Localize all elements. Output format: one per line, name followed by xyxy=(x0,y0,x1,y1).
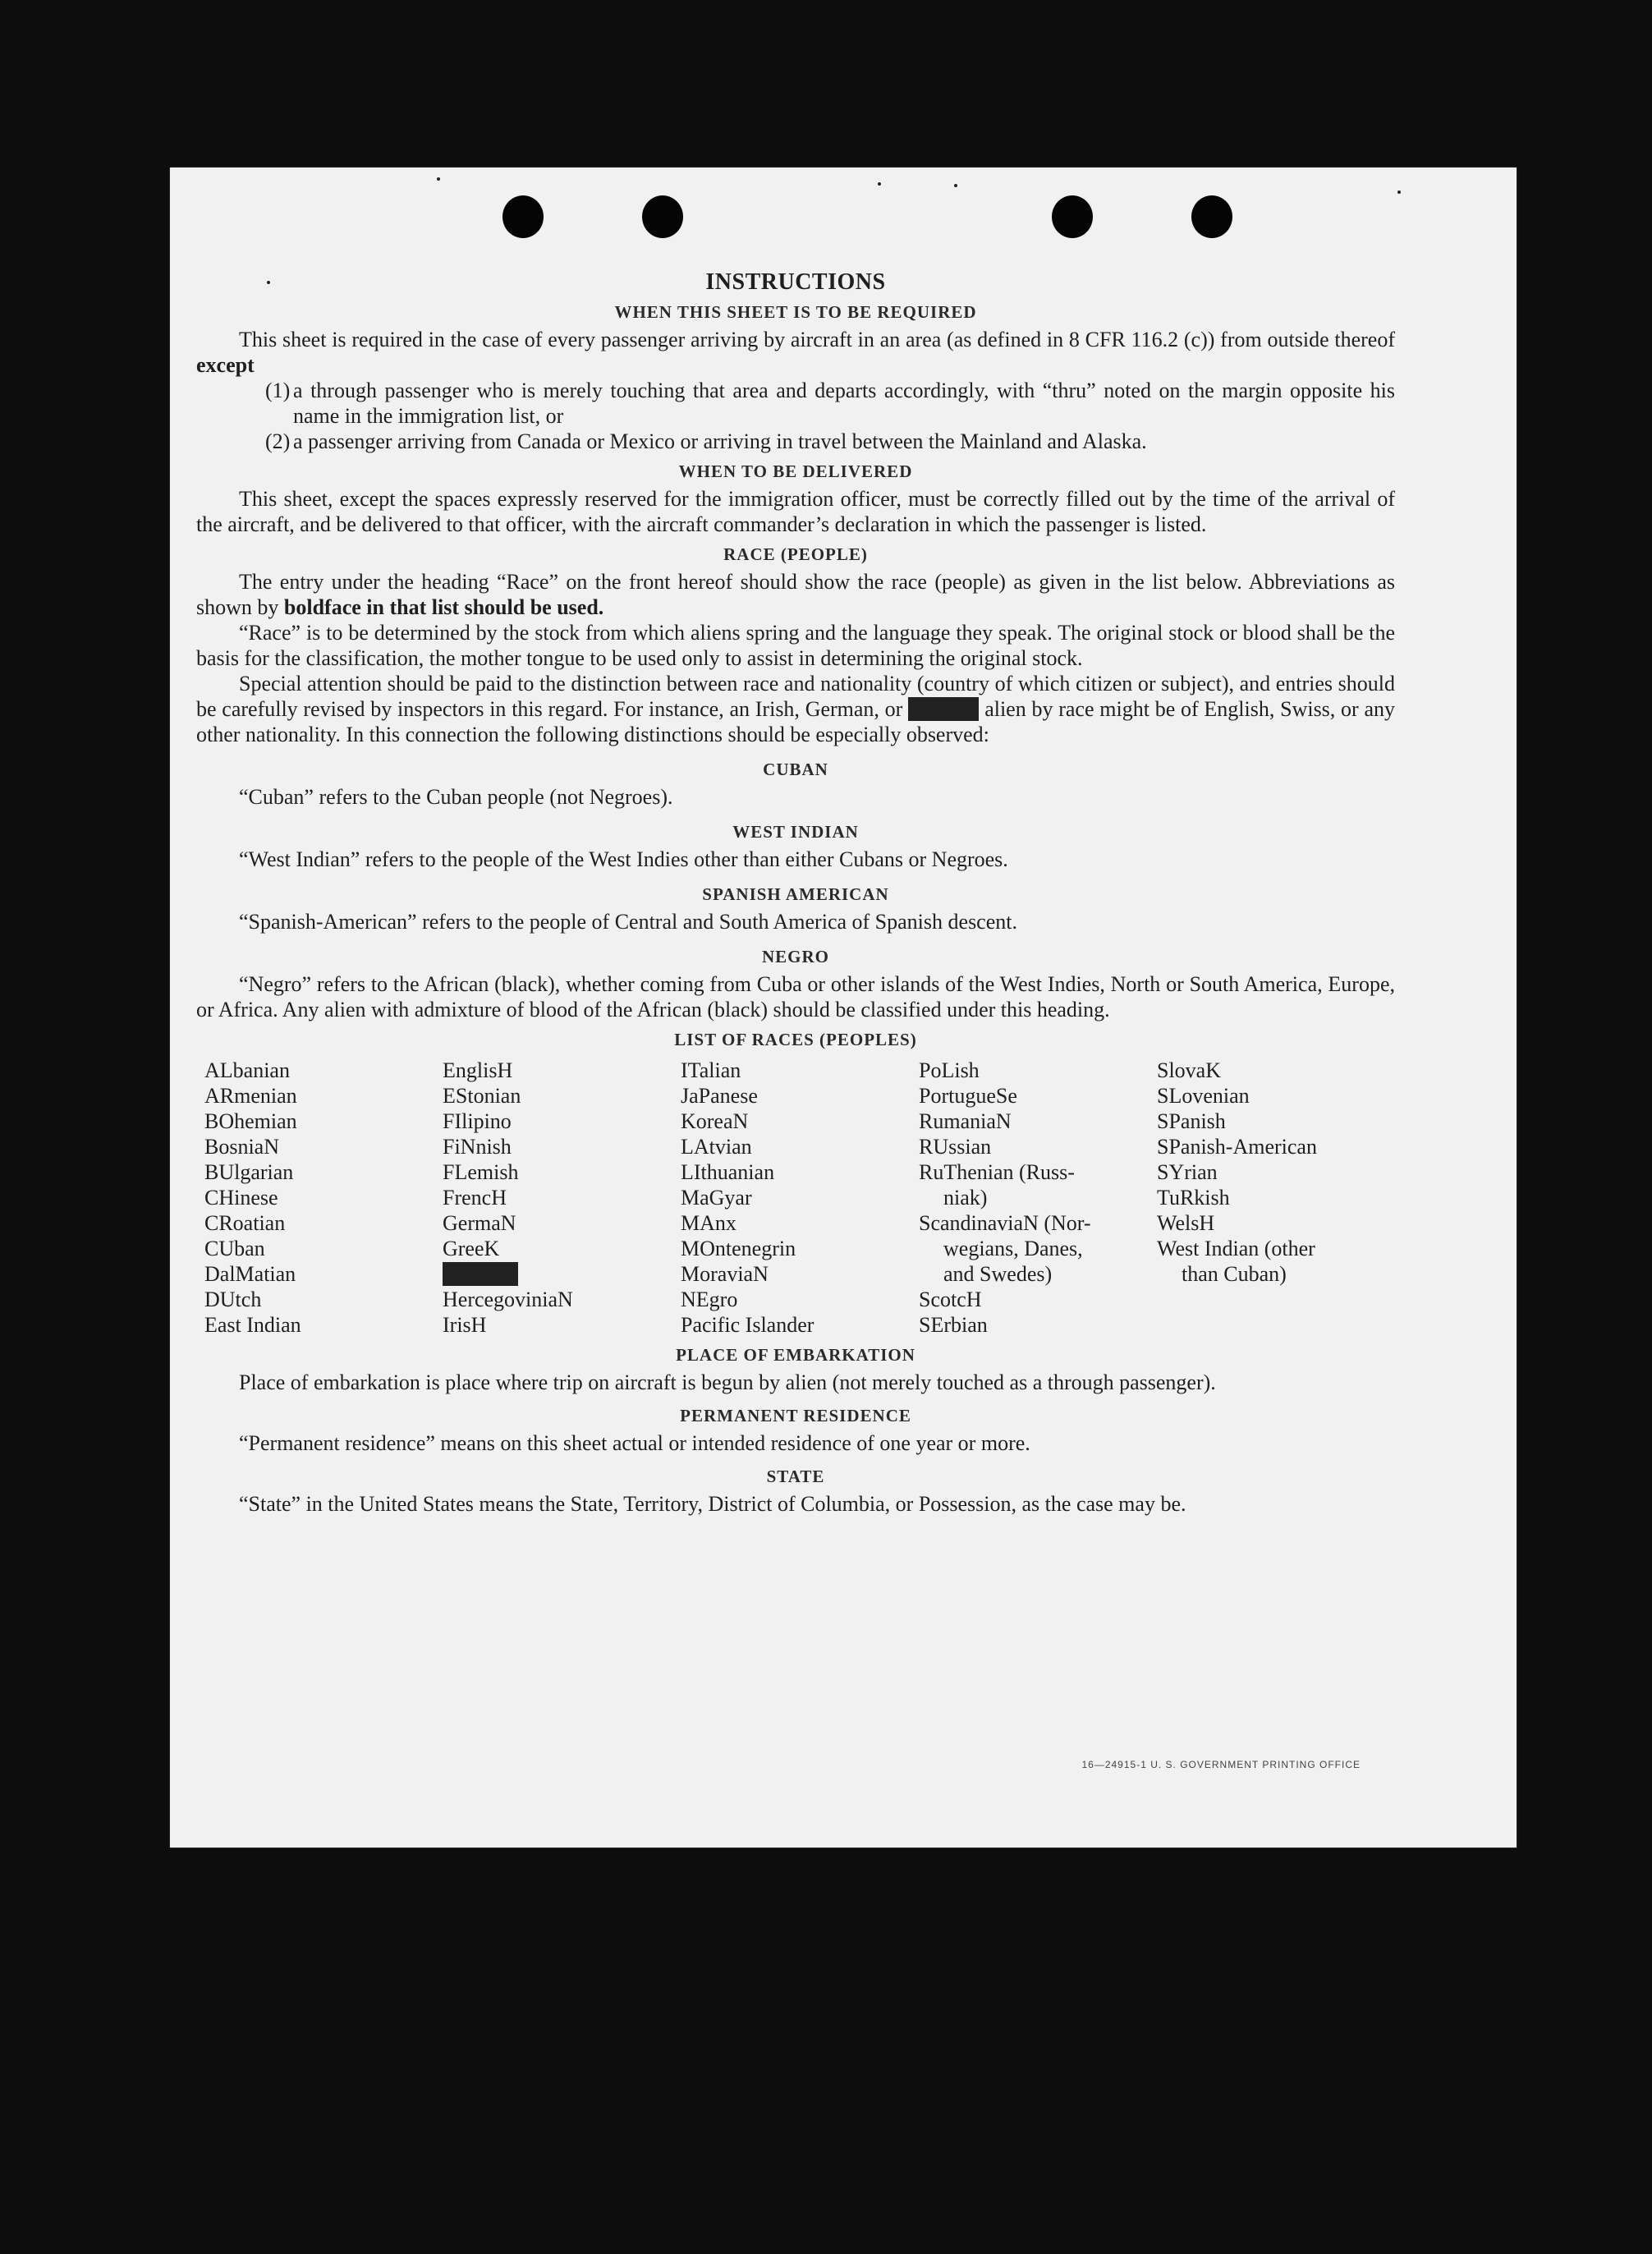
redacted-word: Hebrew xyxy=(910,697,978,721)
race-entry: ALbanian xyxy=(204,1058,290,1082)
text: alien by race might be of English, Swiss, or any other nationality. In this connection the following distinctions should be especially observed: xyxy=(196,697,1396,746)
paragraph: “Race” is to be determined by the stock from which aliens spring and the language they speak. The original stock or blood shall be the basis for the classification, the mother tongue to be used only to assist in determining the original stock. xyxy=(196,621,1395,670)
race-entry: MAnx xyxy=(681,1211,737,1235)
section-heading: NEGRO xyxy=(761,947,829,966)
page-title: INSTRUCTIONS xyxy=(705,269,886,295)
section-heading: WEST INDIAN xyxy=(732,822,859,842)
item-number: (2) xyxy=(265,429,291,453)
race-entry: ARmenian xyxy=(204,1084,297,1108)
intro-text: This sheet is required in the case of every passenger arriving by aircraft in an area (as defined in 8 CFR 116.2 (c)) from outside thereof xyxy=(239,328,1395,351)
section-heading: RACE (PEOPLE) xyxy=(723,544,868,564)
except-text: except xyxy=(196,353,255,377)
paragraph: “Permanent residence” means on this sheet actual or intended residence of one year or more. xyxy=(239,1431,1030,1455)
section-heading: STATE xyxy=(766,1467,825,1486)
speck xyxy=(437,177,440,181)
race-entry: IrisH xyxy=(443,1313,487,1337)
paragraph xyxy=(196,569,1395,620)
section-heading: WHEN TO BE DELIVERED xyxy=(678,461,913,481)
race-entry: EStonian xyxy=(443,1084,521,1108)
bold-text: boldface xyxy=(283,595,361,619)
race-entry-continuation: and Swedes) xyxy=(943,1262,1053,1286)
punch-hole xyxy=(1052,195,1093,238)
race-entry: ITalian xyxy=(681,1058,741,1082)
section-heading: PLACE OF EMBARKATION xyxy=(676,1345,915,1365)
race-entry: SlovaK xyxy=(1157,1058,1221,1082)
text: The entry under the heading “Race” on the front hereof should show the race (people) as given in the list below. Abbreviations as shown by xyxy=(196,570,1395,619)
item-text: a through passenger who is merely touching that area and departs accordingly, with “thru” noted on the margin opposite his name in the immigration list, or xyxy=(293,379,1395,428)
race-entry: JaPanese xyxy=(681,1084,758,1108)
race-entry: TuRkish xyxy=(1157,1186,1230,1210)
race-entry-redacted xyxy=(443,1261,681,1287)
race-entry: MOntenegrin xyxy=(681,1237,796,1260)
race-entry: FiNnish xyxy=(443,1135,512,1159)
section-heading: SPANISH AMERICAN xyxy=(702,884,889,904)
punch-hole xyxy=(1191,195,1232,238)
list-item xyxy=(265,429,1395,454)
punch-hole xyxy=(502,195,544,238)
race-entry: SYrian xyxy=(1157,1160,1218,1184)
race-entry: EnglisH xyxy=(443,1058,513,1082)
race-entry: BUlgarian xyxy=(204,1160,294,1184)
races-column-5 xyxy=(1157,1058,1395,1338)
races-column-4 xyxy=(919,1058,1157,1338)
punch-hole xyxy=(642,195,683,238)
race-entry: DUtch xyxy=(204,1288,262,1311)
race-entry: RuThenian (Russ- xyxy=(919,1160,1075,1184)
race-entry: LIthuanian xyxy=(681,1160,775,1184)
race-entry: GreeK xyxy=(443,1237,500,1260)
race-entry: SLovenian xyxy=(1157,1084,1250,1108)
race-entry: NEgro xyxy=(681,1288,738,1311)
races-list xyxy=(204,1058,1395,1338)
race-entry: WelsH xyxy=(1157,1211,1215,1235)
race-entry: SPanish xyxy=(1157,1109,1226,1133)
race-entry: ScandinaviaN (Nor- xyxy=(919,1211,1091,1235)
race-entry-continuation: wegians, Danes, xyxy=(943,1237,1083,1260)
speck xyxy=(1397,191,1401,194)
paragraph: “Cuban” refers to the Cuban people (not Negroes). xyxy=(239,785,673,809)
race-entry: BosniaN xyxy=(204,1135,279,1159)
races-column-1 xyxy=(204,1058,443,1338)
race-entry: FLemish xyxy=(443,1160,519,1184)
paragraph: “West Indian” refers to the people of the West Indies other than either Cubans or Negroes. xyxy=(239,847,1008,871)
paragraph xyxy=(196,327,1395,378)
race-entry: FrencH xyxy=(443,1186,507,1210)
race-entry: CRoatian xyxy=(204,1211,286,1235)
race-entry: Pacific Islander xyxy=(681,1313,815,1337)
race-entry: West Indian (other xyxy=(1157,1237,1315,1260)
race-entry-continuation: niak) xyxy=(943,1186,988,1210)
race-entry: RumaniaN xyxy=(919,1109,1012,1133)
speck xyxy=(954,184,957,187)
race-entry: LAtvian xyxy=(681,1135,752,1159)
race-entry: DalMatian xyxy=(204,1262,296,1286)
race-entry: CHinese xyxy=(204,1186,278,1210)
race-entry: PortugueSe xyxy=(919,1084,1017,1108)
section-heading: WHEN THIS SHEET IS TO BE REQUIRED xyxy=(614,302,977,322)
race-entry: KoreaN xyxy=(681,1109,749,1133)
race-entry: GermaN xyxy=(443,1211,516,1235)
paragraph: Place of embarkation is place where trip on aircraft is begun by alien (not merely touched as a through passenger). xyxy=(239,1370,1216,1394)
document-sheet xyxy=(170,168,1517,1848)
race-entry-continuation: than Cuban) xyxy=(1182,1262,1287,1286)
race-entry: HercegoviniaN xyxy=(443,1288,573,1311)
text: Special attention should be paid to the distinction between race and nationality (country of which citizen or subject), and entries should be carefully revised by inspectors in this regard. For instance, an Irish, German, or xyxy=(196,672,1395,721)
text: in that list should be used. xyxy=(366,595,604,619)
speck xyxy=(878,182,881,186)
race-entry: BOhemian xyxy=(204,1109,297,1133)
race-entry: MoraviaN xyxy=(681,1262,769,1286)
race-entry: RUssian xyxy=(919,1135,992,1159)
paragraph: “State” in the United States means the State, Territory, District of Columbia, or Possession, as the case may be. xyxy=(239,1492,1186,1516)
item-number: (1) xyxy=(265,379,291,402)
races-column-3 xyxy=(681,1058,919,1338)
paragraph xyxy=(196,671,1395,747)
redacted-word: HebreW xyxy=(444,1262,517,1286)
section-heading: CUBAN xyxy=(763,760,828,779)
races-column-2 xyxy=(443,1058,681,1338)
item-text: a passenger arriving from Canada or Mexico or arriving in travel between the Mainland and Alaska. xyxy=(293,429,1147,453)
section-heading: PERMANENT RESIDENCE xyxy=(680,1406,911,1425)
paragraph: This sheet, except the spaces expressly reserved for the immigration officer, must be correctly filled out by the time of the arrival of the aircraft, and be delivered to that officer, with the aircraft commander’s declaration in which the passenger is listed. xyxy=(196,487,1395,536)
race-entry: ScotcH xyxy=(919,1288,982,1311)
race-entry: SPanish-American xyxy=(1157,1135,1317,1159)
race-entry: MaGyar xyxy=(681,1186,752,1210)
paragraph: “Negro” refers to the African (black), whether coming from Cuba or other islands of the West Indies, North or South America, Europe, or Africa. Any alien with admixture of blood of the African (black) should be classified under this heading. xyxy=(196,972,1395,1021)
race-entry: CUban xyxy=(204,1237,265,1260)
race-entry: SErbian xyxy=(919,1313,988,1337)
section-heading: LIST OF RACES (PEOPLES) xyxy=(674,1030,917,1049)
race-entry: PoLish xyxy=(919,1058,980,1082)
race-entry: FIlipino xyxy=(443,1109,512,1133)
list-item xyxy=(265,378,1395,429)
paragraph: “Spanish-American” refers to the people of Central and South America of Spanish descent. xyxy=(239,910,1017,934)
instructions-content xyxy=(196,269,1395,1517)
printer-imprint: 16—24915-1 U. S. GOVERNMENT PRINTING OFFICE xyxy=(1081,1759,1361,1770)
race-entry: East Indian xyxy=(204,1313,301,1337)
